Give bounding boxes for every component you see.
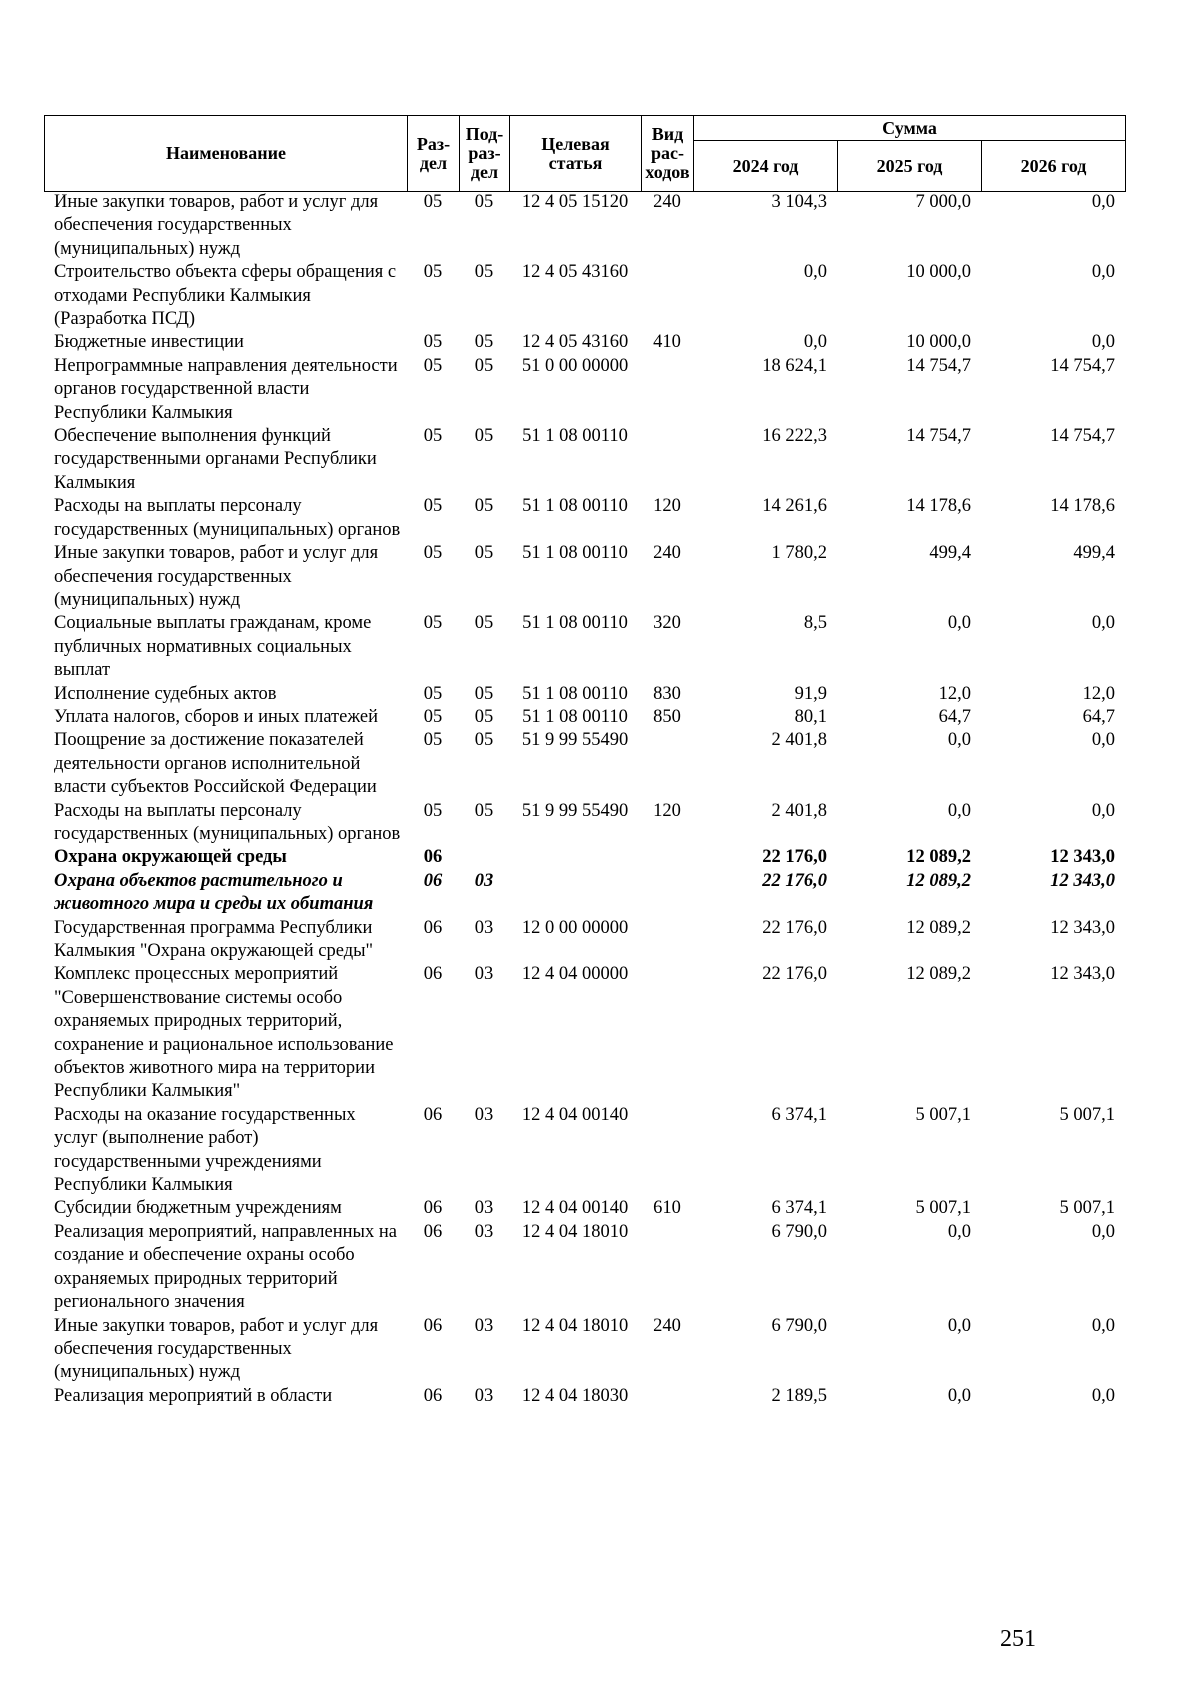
row-sum-2026: 12 343,0 [1050,917,1115,938]
row-name: Бюджетные инвестиции [54,332,244,353]
row-sum-2026: 14 178,6 [1050,496,1115,517]
row-target-article: 12 4 04 18030 [521,1385,629,1406]
row-name: Иные закупки товаров, работ и услуг для обеспечения государственных (муниципальных) нужд [54,543,379,610]
row-name: Государственная программа Республики Калмыкия "Охрана окружающей среды" [54,917,374,961]
table-row [44,729,1125,799]
row-expense-type [641,1104,693,1198]
row-razdel: 06 [423,1315,443,1336]
row-podrazdel: 05 [474,192,494,212]
header-target-article: Целевая статья [510,116,642,192]
header-year-2024: 2024 год [694,141,838,192]
row-sum-2025: 0,0 [947,1221,971,1242]
row-sum-2025: 0,0 [947,1385,971,1406]
row-target-article: 51 1 08 00110 [522,426,628,447]
row-razdel: 05 [423,426,443,447]
row-sum-2025: 12 089,2 [906,870,971,891]
row-sum-2026: 0,0 [1091,332,1115,353]
row-sum-2025: 12,0 [938,683,971,704]
row-target-article: 12 4 05 43160 [521,332,629,353]
row-sum-2025: 0,0 [947,613,971,634]
row-sum-2025: 5 007,1 [915,1104,971,1125]
row-razdel: 05 [423,543,443,564]
table-row [44,1315,1125,1385]
row-sum-2026: 64,7 [1082,706,1115,727]
budget-table-header [44,115,1126,192]
row-sum-2024: 2 401,8 [771,800,827,821]
row-sum-2024: 2 401,8 [771,730,827,751]
row-podrazdel: 05 [474,543,494,564]
row-sum-2026: 499,4 [1073,543,1115,564]
row-sum-2026: 0,0 [1091,1315,1115,1336]
row-sum-2024: 3 104,3 [771,192,827,212]
header-podrazdel: Под- раз- дел [460,116,510,192]
row-razdel: 06 [423,870,443,891]
row-name: Поощрение за достижение показателей деятельности органов исполнительной власти субъектов Российской Федерации [54,730,377,798]
row-sum-2026: 14 754,7 [1050,355,1115,376]
row-podrazdel: 05 [474,332,494,353]
row-razdel: 06 [423,1221,443,1242]
header-name: Наименование [45,116,408,192]
row-razdel: 06 [423,964,443,985]
row-sum-2024: 8,5 [803,613,827,634]
row-sum-2024: 6 790,0 [771,1221,827,1242]
row-sum-2025: 12 089,2 [906,964,971,985]
table-row [44,683,1125,706]
row-expense-type: 240 [653,192,681,212]
row-sum-2025: 14 754,7 [906,355,971,376]
row-sum-2026: 0,0 [1091,1385,1115,1406]
row-expense-type: 240 [653,1315,681,1336]
row-sum-2024: 14 261,6 [762,496,827,517]
table-row [44,1221,1125,1315]
row-razdel: 05 [423,800,443,821]
table-row [44,706,1125,729]
row-name: Реализация мероприятий, направленных на создание и обеспечение охраны особо охраняемых природных территорий регионального значения [54,1221,397,1313]
row-sum-2024: 22 176,0 [762,917,827,938]
row-name: Расходы на выплаты персоналу государственных (муниципальных) органов [54,800,401,844]
row-sum-2025: 0,0 [947,730,971,751]
row-sum-2024: 22 176,0 [762,870,827,891]
table-row [44,331,1125,354]
row-sum-2024: 18 624,1 [762,355,827,376]
row-name: Обеспечение выполнения функций государственными органами Республики Калмыкия [54,426,377,493]
row-target-article: 51 1 08 00110 [522,613,628,634]
row-sum-2026: 0,0 [1091,613,1115,634]
row-sum-2026: 0,0 [1091,262,1115,283]
row-podrazdel: 05 [474,683,494,704]
row-podrazdel: 03 [474,964,494,985]
table-row [44,261,1125,331]
row-name: Охрана окружающей среды [54,847,287,868]
row-sum-2025: 12 089,2 [906,847,971,868]
row-name: Расходы на оказание государственных услуг (выполнение работ) государственными учреждениями Республики Калмыкия [54,1104,356,1196]
table-row [44,495,1125,542]
row-target-article: 12 4 04 18010 [521,1221,629,1242]
row-sum-2024: 6 374,1 [771,1198,827,1219]
row-name: Строительство объекта сферы обращения с отходами Республики Калмыкия (Разработка ПСД) [54,262,397,330]
row-razdel: 05 [423,613,443,634]
table-row [44,870,1125,917]
row-razdel: 05 [423,192,443,212]
row-sum-2026: 14 754,7 [1050,426,1115,447]
row-razdel: 06 [423,847,443,868]
row-sum-2026: 12 343,0 [1050,964,1115,985]
row-name: Социальные выплаты гражданам, кроме публичных нормативных социальных выплат [54,613,372,681]
row-podrazdel: 03 [474,1385,494,1406]
row-target-article: 12 4 05 43160 [521,262,629,283]
row-podrazdel: 05 [474,426,494,447]
row-podrazdel [459,846,509,869]
row-expense-type: 610 [653,1198,681,1219]
row-sum-2024: 2 189,5 [771,1385,827,1406]
row-sum-2024: 6 790,0 [771,1315,827,1336]
row-name: Исполнение судебных актов [54,683,277,704]
row-podrazdel: 03 [474,1104,494,1125]
table-row [44,963,1125,1103]
header-year-2025: 2025 год [838,141,982,192]
row-razdel: 05 [423,730,443,751]
row-expense-type [641,963,693,1103]
row-sum-2026: 0,0 [1091,730,1115,751]
row-sum-2025: 0,0 [947,1315,971,1336]
table-row [44,917,1125,964]
row-expense-type: 410 [653,332,681,353]
row-sum-2025: 64,7 [938,706,971,727]
row-expense-type: 830 [653,683,681,704]
row-target-article: 12 4 05 15120 [521,192,629,212]
row-target-article: 51 9 99 55490 [521,800,629,821]
row-podrazdel: 03 [474,917,494,938]
row-sum-2025: 14 754,7 [906,426,971,447]
row-razdel: 06 [423,917,443,938]
row-razdel: 05 [423,706,443,727]
row-name: Иные закупки товаров, работ и услуг для обеспечения государственных (муниципальных) нужд [54,192,379,259]
table-row [44,355,1125,425]
row-razdel: 06 [423,1385,443,1406]
row-expense-type [641,261,693,331]
row-sum-2024: 16 222,3 [762,426,827,447]
row-name: Комплекс процессных мероприятий "Совершенствование системы особо охраняемых природных территорий, сохранение и рациональное использование объектов животного мира на территории Республики Калмыкия" [54,964,394,1102]
row-sum-2025: 14 178,6 [906,496,971,517]
row-podrazdel: 03 [474,1221,494,1242]
row-target-article: 12 4 04 00140 [521,1198,629,1219]
table-row [44,542,1125,612]
row-expense-type [641,917,693,964]
row-sum-2025: 10 000,0 [906,262,971,283]
row-target-article: 51 0 00 00000 [521,355,629,376]
table-row [44,425,1125,495]
row-expense-type [641,1221,693,1315]
row-name: Уплата налогов, сборов и иных платежей [54,706,379,727]
row-target-article: 12 0 00 00000 [521,917,629,938]
row-podrazdel: 05 [474,613,494,634]
row-name: Субсидии бюджетным учреждениям [54,1198,342,1219]
header-expense-type: Вид рас- ходов [642,116,694,192]
table-row [44,612,1125,682]
row-expense-type [641,846,693,869]
row-sum-2026: 0,0 [1091,800,1115,821]
table-row [44,1104,1125,1198]
row-sum-2026: 5 007,1 [1059,1198,1115,1219]
row-sum-2026: 5 007,1 [1059,1104,1115,1125]
row-sum-2024: 22 176,0 [762,964,827,985]
row-name: Расходы на выплаты персоналу государственных (муниципальных) органов [54,496,401,540]
row-name: Реализация мероприятий в области [54,1385,333,1406]
row-sum-2026: 0,0 [1091,192,1115,212]
table-row [44,1385,1125,1408]
row-sum-2024: 6 374,1 [771,1104,827,1125]
header-razdel: Раз- дел [408,116,460,192]
row-podrazdel: 03 [474,870,494,891]
row-sum-2026: 12 343,0 [1050,870,1115,891]
row-target-article: 51 1 08 00110 [522,543,628,564]
row-expense-type: 120 [653,496,681,517]
row-target-article: 12 4 04 00140 [521,1104,629,1125]
row-expense-type: 320 [653,613,681,634]
row-sum-2025: 499,4 [929,543,971,564]
row-podrazdel: 05 [474,355,494,376]
row-sum-2025: 7 000,0 [915,192,971,212]
header-sum: Сумма [694,116,1126,141]
row-razdel: 05 [423,332,443,353]
row-name: Охрана объектов растительного и животного мира и среды их обитания [54,870,374,915]
row-razdel: 05 [423,683,443,704]
row-target-article [509,870,641,917]
budget-table-body [44,191,1125,1408]
row-name: Непрограммные направления деятельности органов государственной власти Республики Калмыкия [54,355,398,423]
row-sum-2026: 12 343,0 [1050,847,1115,868]
row-podrazdel: 03 [474,1198,494,1219]
row-target-article: 12 4 04 18010 [521,1315,629,1336]
row-razdel: 05 [423,262,443,283]
row-target-article [509,846,641,869]
row-razdel: 05 [423,355,443,376]
header-year-2026: 2026 год [982,141,1126,192]
row-target-article: 51 1 08 00110 [522,683,628,704]
row-sum-2026: 0,0 [1091,1221,1115,1242]
row-expense-type: 120 [653,800,681,821]
row-razdel: 05 [423,496,443,517]
row-target-article: 51 1 08 00110 [522,496,628,517]
row-podrazdel: 03 [474,1315,494,1336]
row-podrazdel: 05 [474,262,494,283]
row-expense-type [641,870,693,917]
table-row [44,846,1125,869]
row-target-article: 51 9 99 55490 [521,730,629,751]
row-sum-2024: 1 780,2 [771,543,827,564]
row-sum-2024: 80,1 [794,706,827,727]
row-podrazdel: 05 [474,800,494,821]
row-razdel: 06 [423,1198,443,1219]
row-sum-2024: 0,0 [803,332,827,353]
row-sum-2024: 91,9 [794,683,827,704]
page-number: 251 [1000,1626,1036,1652]
row-expense-type: 240 [653,543,681,564]
row-podrazdel: 05 [474,730,494,751]
row-podrazdel: 05 [474,496,494,517]
row-sum-2025: 5 007,1 [915,1198,971,1219]
table-row [44,800,1125,847]
row-sum-2024: 22 176,0 [762,847,827,868]
row-name: Иные закупки товаров, работ и услуг для обеспечения государственных (муниципальных) нужд [54,1315,379,1383]
row-expense-type [641,355,693,425]
row-target-article: 12 4 04 00000 [521,964,629,985]
row-sum-2024: 0,0 [803,262,827,283]
table-row [44,191,1125,261]
row-razdel: 06 [423,1104,443,1125]
row-expense-type [641,1385,693,1408]
row-expense-type [641,729,693,799]
row-sum-2026: 12,0 [1082,683,1115,704]
row-sum-2025: 10 000,0 [906,332,971,353]
row-sum-2025: 0,0 [947,800,971,821]
row-expense-type [641,425,693,495]
row-podrazdel: 05 [474,706,494,727]
row-sum-2025: 12 089,2 [906,917,971,938]
row-expense-type: 850 [653,706,681,727]
row-target-article: 51 1 08 00110 [522,706,628,727]
table-row [44,1197,1125,1220]
